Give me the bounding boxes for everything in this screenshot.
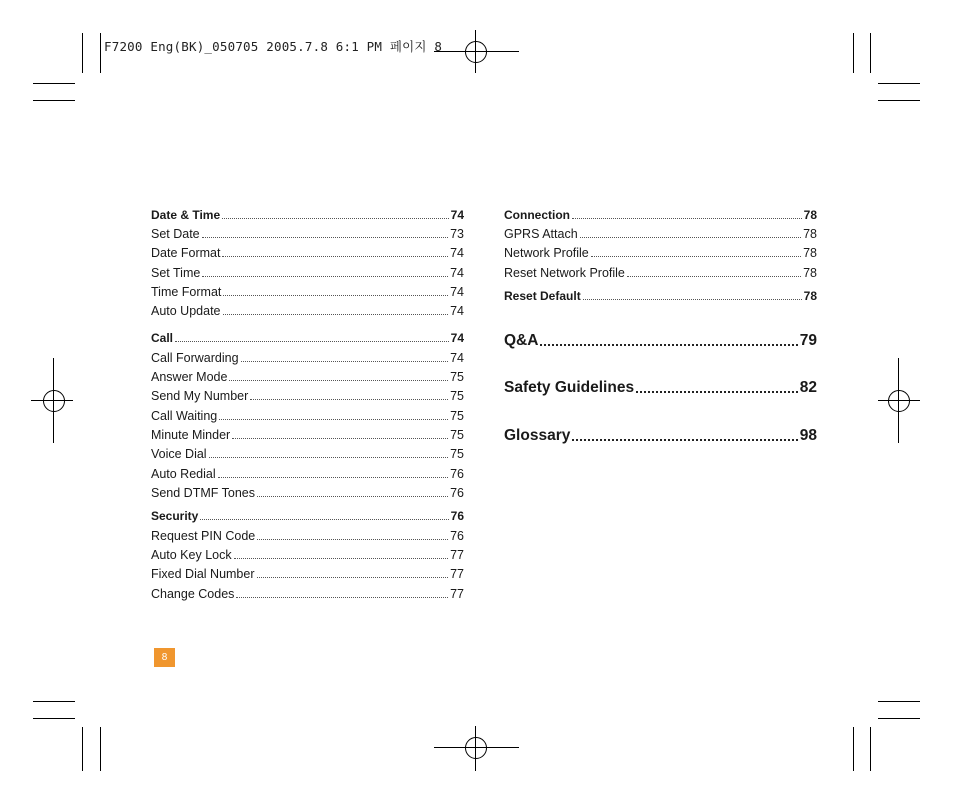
dot-leader [583, 297, 802, 300]
dot-leader [236, 595, 448, 598]
toc-right-column [504, 0, 817, 804]
toc-entry[interactable] [504, 226, 817, 241]
toc-entry[interactable] [151, 408, 464, 423]
toc-entry-label: Set Date [151, 227, 200, 241]
toc-entry-page: 74 [450, 304, 464, 318]
toc-entry-label: Call Forwarding [151, 351, 239, 365]
toc-entry-label: Connection [504, 208, 570, 222]
toc-entry[interactable] [151, 446, 464, 461]
toc-entry-label: Auto Key Lock [151, 548, 232, 562]
toc-entry[interactable] [151, 427, 464, 442]
toc-entry-label: Set Time [151, 266, 201, 280]
toc-entry-label: Auto Update [151, 304, 221, 318]
toc-entry[interactable] [151, 369, 464, 384]
toc-entry-page: 74 [450, 351, 464, 365]
toc-entry-page: 75 [450, 447, 464, 461]
toc-entry[interactable] [151, 226, 464, 241]
toc-entry[interactable] [151, 303, 464, 318]
dot-leader [257, 575, 449, 578]
dot-leader [222, 254, 448, 257]
dot-leader [218, 475, 448, 478]
toc-entry-label: Voice Dial [151, 447, 207, 461]
dot-leader [627, 274, 801, 277]
toc-entry[interactable] [504, 265, 817, 280]
toc-section-glossary[interactable] [504, 426, 817, 445]
toc-entry-label: Change Codes [151, 587, 235, 601]
toc-entry-page: 78 [803, 289, 817, 303]
toc-entry-label: Send DTMF Tones [151, 486, 255, 500]
toc-entry-page: 76 [450, 486, 464, 500]
toc-entry-page: 75 [450, 428, 464, 442]
toc-entry-page: 73 [450, 227, 464, 241]
toc-entry-page: 77 [450, 587, 464, 601]
dot-leader [241, 359, 449, 362]
toc-entry[interactable] [151, 207, 464, 222]
dot-leader [250, 397, 448, 400]
dot-leader [175, 339, 449, 342]
toc-entry[interactable] [151, 388, 464, 403]
toc-entry[interactable] [504, 245, 817, 260]
print-slug: F7200 Eng(BK)_050705 2005.7.8 6:1 PM 페이지 8 [104, 39, 443, 54]
dot-leader [223, 312, 449, 315]
toc-entry-label: Minute Minder [151, 428, 231, 442]
toc-entry-page: 74 [450, 285, 464, 299]
toc-entry-label: Request PIN Code [151, 529, 256, 543]
toc-entry-label: Network Profile [504, 246, 589, 260]
toc-entry[interactable] [151, 547, 464, 562]
dot-leader [223, 293, 448, 296]
toc-left-column [151, 0, 464, 804]
toc-entry-label: Date Format [151, 246, 221, 260]
dot-leader [232, 436, 448, 439]
toc-entry-label: Answer Mode [151, 370, 228, 384]
toc-entry-label: Reset Default [504, 289, 581, 303]
toc-entry[interactable] [151, 265, 464, 280]
dot-leader [591, 254, 801, 257]
toc-entry-label: Call Waiting [151, 409, 218, 423]
toc-entry-page: 75 [450, 370, 464, 384]
toc-entry[interactable] [151, 508, 464, 523]
toc-entry-page: 78 [803, 246, 817, 260]
toc-entry[interactable] [151, 330, 464, 345]
toc-entry-page: 98 [799, 427, 817, 444]
toc-entry-page: 76 [450, 529, 464, 543]
toc-entry-page: 75 [450, 389, 464, 403]
toc-entry-page: 78 [803, 227, 817, 241]
toc-entry-page: 79 [799, 332, 817, 349]
toc-entry[interactable] [151, 245, 464, 260]
toc-entry[interactable] [151, 485, 464, 500]
toc-entry-label: Send My Number [151, 389, 249, 403]
dot-leader [572, 437, 797, 441]
toc-entry-label: Glossary [504, 427, 571, 444]
toc-entry[interactable] [504, 288, 817, 303]
toc-section-safety-guidelines[interactable] [504, 378, 817, 397]
dot-leader [257, 537, 448, 540]
dot-leader [222, 216, 449, 219]
toc-entry-page: 78 [803, 208, 817, 222]
toc-entry-label: Date & Time [151, 208, 221, 222]
toc-entry-label: Reset Network Profile [504, 266, 625, 280]
dot-leader [202, 274, 448, 277]
toc-entry-page: 74 [450, 208, 464, 222]
dot-leader [200, 517, 448, 520]
toc-entry-page: 75 [450, 409, 464, 423]
dot-leader [580, 235, 801, 238]
toc-entry[interactable] [151, 566, 464, 581]
toc-entry[interactable] [151, 528, 464, 543]
dot-leader [209, 455, 449, 458]
toc-entry[interactable] [151, 350, 464, 365]
toc-entry-label: Fixed Dial Number [151, 567, 255, 581]
dot-leader [636, 389, 798, 393]
dot-leader [572, 216, 802, 219]
dot-leader [219, 417, 448, 420]
toc-entry-page: 74 [450, 246, 464, 260]
toc-entry-page: 77 [450, 548, 464, 562]
toc-entry[interactable] [504, 207, 817, 222]
toc-entry-page: 74 [450, 266, 464, 280]
dot-leader [229, 378, 448, 381]
dot-leader [257, 494, 448, 497]
dot-leader [234, 556, 448, 559]
toc-entry-page: 76 [450, 467, 464, 481]
toc-entry[interactable] [151, 586, 464, 601]
toc-entry-label: GPRS Attach [504, 227, 578, 241]
toc-entry[interactable] [151, 284, 464, 299]
toc-entry[interactable] [151, 466, 464, 481]
toc-entry-label: Q&A [504, 332, 539, 349]
toc-entry-label: Safety Guidelines [504, 379, 635, 396]
dot-leader [540, 342, 797, 346]
toc-entry-page: 82 [799, 379, 817, 396]
toc-entry-label: Call [151, 331, 174, 345]
toc-entry-page: 76 [450, 509, 464, 523]
dot-leader [202, 235, 448, 238]
toc-section-qa[interactable] [504, 331, 817, 350]
toc-entry-label: Security [151, 509, 199, 523]
toc-entry-label: Auto Redial [151, 467, 216, 481]
toc-entry-page: 74 [450, 331, 464, 345]
toc-entry-label: Time Format [151, 285, 222, 299]
toc-entry-page: 77 [450, 567, 464, 581]
page-number-badge: 8 [154, 648, 175, 667]
toc-entry-page: 78 [803, 266, 817, 280]
